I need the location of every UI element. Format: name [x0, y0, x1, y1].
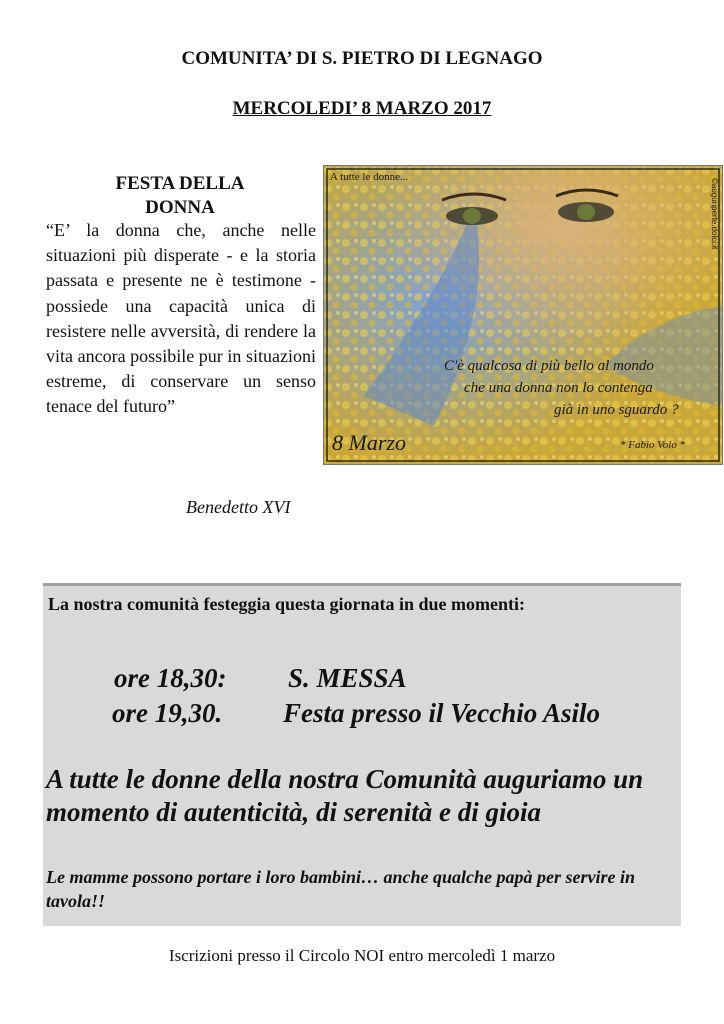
- quote-author: Benedetto XVI: [186, 497, 291, 517]
- schedule-event-1: S. MESSA: [288, 663, 407, 693]
- image-signature: * Fabio Volo *: [620, 439, 686, 451]
- festa-title-line1: FESTA DELLA: [115, 173, 245, 194]
- image-date-label: 8 Marzo: [332, 430, 406, 455]
- women-day-illustration: [324, 166, 722, 464]
- schedule-time-1: ore 18,30:: [114, 663, 227, 693]
- wish-text: A tutte le donne della nostra Comunità auguriamo un momento di autenticità, di serenità e di gioia: [46, 764, 644, 827]
- schedule-time-2: ore 19,30.: [112, 698, 223, 728]
- quote-text: “E’ la donna che, anche nelle situazioni più disperate - e la storia passata e presente ne è testimone - possiede una capacità unica di resistere nelle avversità, di rendere la vita ancora possibile pur in situazioni estreme, di conservare un senso tenace del futuro”: [46, 220, 316, 417]
- festa-title: [100, 172, 260, 220]
- image-poem-line1: C'è qualcosa di più bello al mondo: [444, 358, 654, 374]
- registration-footer: Iscrizioni presso il Circolo NOI entro mercoledì 1 marzo: [168, 946, 556, 965]
- event-date-text: MERCOLEDI’ 8 MARZO 2017: [232, 98, 492, 119]
- image-poem-line2: che una donna non lo contenga: [464, 380, 653, 396]
- image-poem-line3: già in uno sguardo ?: [554, 402, 679, 418]
- note-text: Le mamme possono portare i loro bambini… anche qualche papà per servire in tavola!!: [46, 867, 636, 911]
- festa-title-line2: DONNA: [145, 197, 215, 218]
- image-watermark: ©auguriperte.dolci.it: [710, 178, 719, 250]
- community-title: COMUNITA’ DI S. PIETRO DI LEGNAGO: [181, 48, 543, 69]
- program-intro: La nostra comunità festeggia questa giornata in due momenti:: [48, 594, 525, 614]
- schedule-event-2: Festa presso il Vecchio Asilo: [283, 698, 601, 728]
- women-day-image: [323, 165, 723, 465]
- event-date: [0, 98, 724, 120]
- image-caption-top: A tutte le donne...: [330, 171, 409, 183]
